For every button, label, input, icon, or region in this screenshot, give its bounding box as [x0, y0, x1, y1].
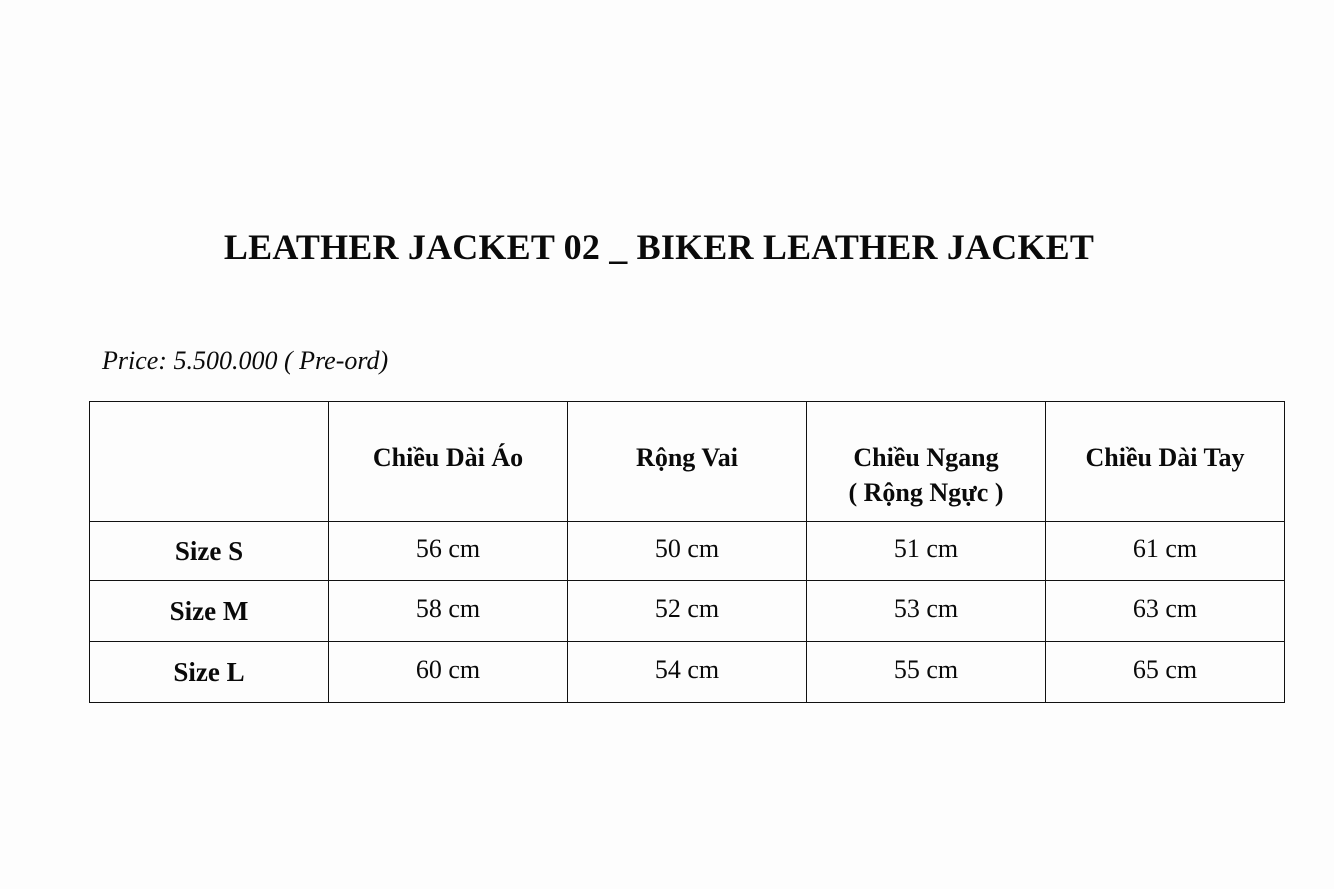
table-row	[90, 522, 1285, 581]
table-cell: 63 cm	[1046, 581, 1285, 642]
header-label: Rộng Vai	[636, 443, 738, 472]
price-text: Price: 5.500.000 ( Pre-ord)	[102, 346, 389, 375]
table-cell: 53 cm	[807, 581, 1046, 642]
header-cell-shoulder-width	[568, 402, 807, 522]
header-cell-body-length	[329, 402, 568, 522]
size-label: Size S	[90, 522, 329, 581]
table-cell: 60 cm	[329, 642, 568, 703]
table-cell: 55 cm	[807, 642, 1046, 703]
table-cell: 65 cm	[1046, 642, 1285, 703]
table-row	[90, 581, 1285, 642]
table-cell: 58 cm	[329, 581, 568, 642]
table-cell: 51 cm	[807, 522, 1046, 581]
header-sublabel: ( Rộng Ngực )	[848, 478, 1004, 507]
table-cell: 61 cm	[1046, 522, 1285, 581]
table-row	[90, 642, 1285, 703]
header-label: Chiều Ngang	[853, 443, 999, 472]
document-title: LEATHER JACKET 02 _ BIKER LEATHER JACKET	[223, 227, 1095, 267]
table-cell: 50 cm	[568, 522, 807, 581]
header-label: Chiều Dài Áo	[372, 443, 524, 472]
header-label: Chiều Dài Tay	[1085, 443, 1245, 472]
header-cell-chest-width	[807, 402, 1046, 522]
table-cell: 56 cm	[329, 522, 568, 581]
size-label: Size M	[90, 581, 329, 642]
size-chart-table	[89, 401, 1285, 703]
header-cell-sleeve-length	[1046, 402, 1285, 522]
table-header-row	[90, 402, 1285, 522]
table-cell: 52 cm	[568, 581, 807, 642]
size-label: Size L	[90, 642, 329, 703]
header-cell-empty	[90, 402, 329, 522]
table-cell: 54 cm	[568, 642, 807, 703]
